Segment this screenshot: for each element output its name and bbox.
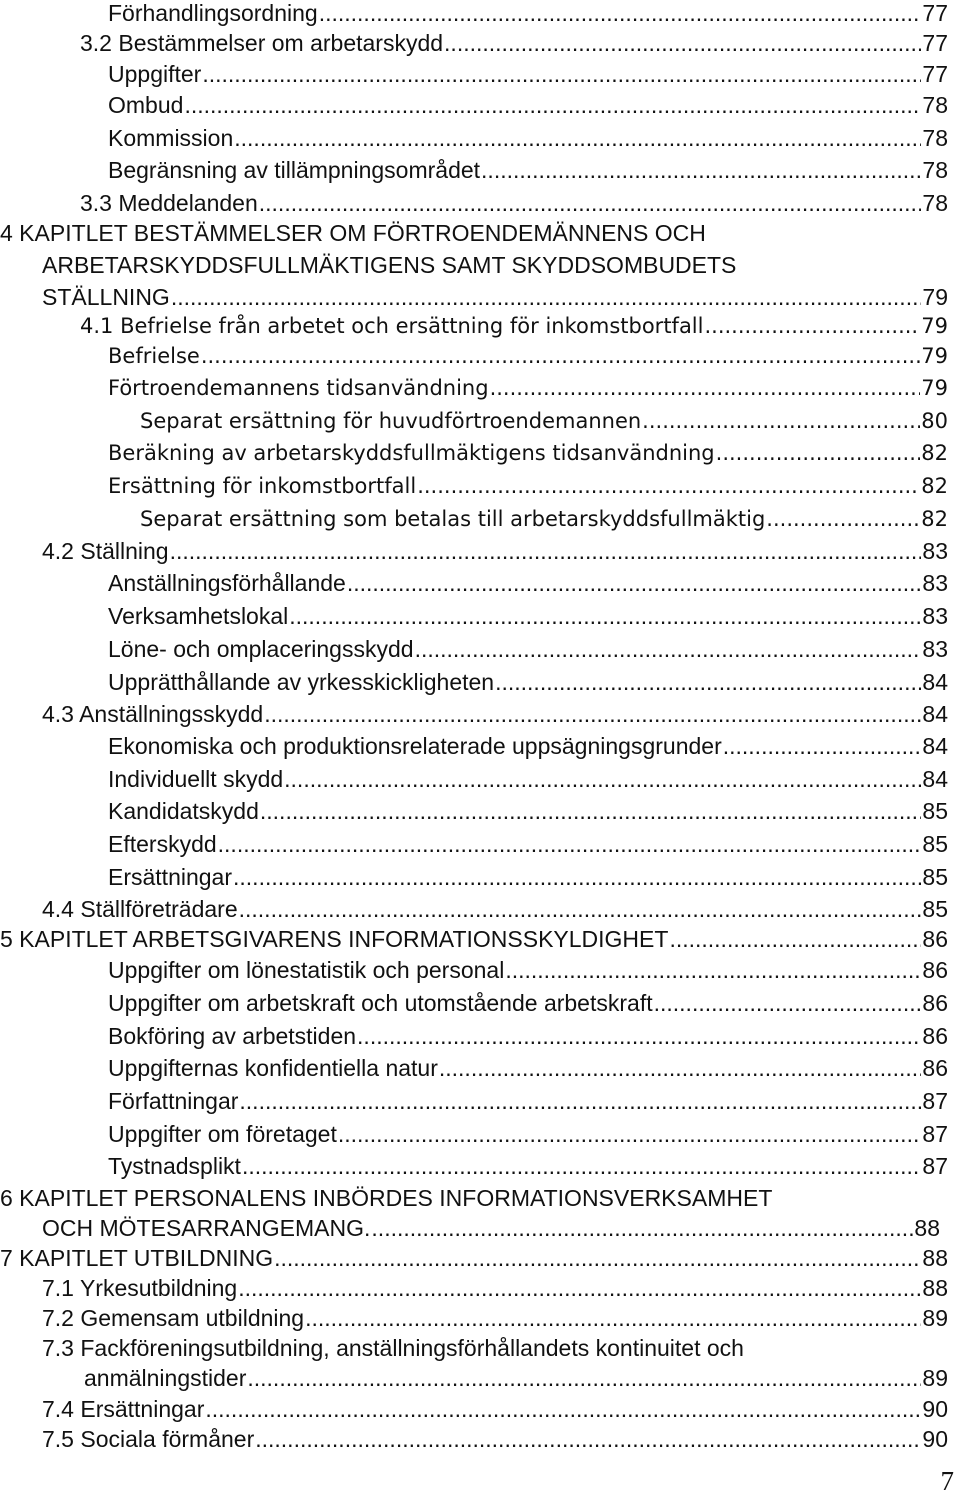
dot-leader [184, 92, 921, 119]
toc-entry-title: Ersättning för inkomstbortfall [108, 474, 417, 498]
toc-entry-page: 78 [922, 125, 948, 151]
toc-entry[interactable] [108, 570, 948, 597]
toc-entry-title: 4.1 Befrielse från arbetet och ersättning för inkomstbortfall [80, 314, 704, 338]
toc-entry-title: anmälningstider [84, 1365, 247, 1391]
toc-entry[interactable] [42, 1426, 948, 1453]
toc-entry-page: 78 [922, 92, 948, 118]
toc-entry[interactable] [80, 314, 948, 338]
toc-entry[interactable] [108, 990, 948, 1017]
toc-entry-title: 4.4 Ställföreträdare [42, 896, 238, 922]
toc-entry[interactable] [108, 1121, 948, 1148]
toc-entry-title: Efterskydd [108, 831, 217, 857]
toc-entry-title: Befrielse [108, 344, 200, 368]
toc-entry-title: OCH MÖTESARRANGEMANG. [42, 1215, 371, 1241]
toc-entry[interactable] [108, 1023, 948, 1050]
toc-heading-line: 6 KAPITLET PERSONALENS INBÖRDES INFORMATIONSVERKSAMHET [0, 1185, 773, 1211]
toc-entry-page: 84 [922, 669, 948, 695]
toc-entry-title: STÄLLNING [42, 284, 170, 310]
dot-leader [284, 766, 921, 793]
toc-entry-page: 77 [922, 0, 948, 26]
toc-entry-page: 90 [922, 1396, 948, 1422]
toc-entry[interactable] [84, 1365, 948, 1392]
dot-leader [218, 831, 922, 858]
toc-entry-title: 4.3 Anställningsskydd [42, 701, 264, 727]
toc-entry-title: Uppgifter [108, 61, 202, 87]
dot-leader [669, 926, 921, 953]
toc-entry[interactable] [108, 957, 948, 984]
toc-entry[interactable] [0, 926, 948, 953]
dot-leader [255, 1426, 921, 1453]
toc-entry-page: 85 [922, 798, 948, 824]
toc-heading-line: 7.3 Fackföreningsutbildning, anställningsförhållandets kontinuitet och [42, 1335, 744, 1361]
dot-leader [338, 1121, 922, 1148]
dot-leader [481, 157, 921, 184]
toc-entry-page: 90 [922, 1426, 948, 1452]
toc-entry-title: Uppgifter om företaget [108, 1121, 337, 1147]
toc-entry[interactable] [108, 766, 948, 793]
dot-leader [171, 284, 922, 311]
toc-entry[interactable] [108, 92, 948, 119]
dot-leader [415, 636, 922, 663]
toc-entry-page: 87 [922, 1153, 948, 1179]
toc-entry-page: 85 [922, 864, 948, 890]
dot-leader [704, 314, 920, 338]
dot-leader [319, 0, 922, 27]
dot-leader [205, 1396, 921, 1423]
toc-entry-title: Ersättningar [108, 864, 233, 890]
toc-entry[interactable] [108, 441, 948, 465]
toc-entry-title: 7 KAPITLET UTBILDNING [0, 1245, 274, 1271]
toc-entry[interactable] [42, 701, 948, 728]
toc-entry-page: 77 [922, 30, 948, 56]
toc-heading-line: 4 KAPITLET BESTÄMMELSER OM FÖRTROENDEMÄNNENS OCH [0, 220, 706, 246]
toc-entry[interactable] [42, 1305, 948, 1332]
dot-leader [247, 1365, 921, 1392]
toc-entry-page: 84 [922, 701, 948, 727]
toc-entry-title: Beräkning av arbetarskyddsfullmäktigens tidsanvändning [108, 441, 715, 465]
toc-entry-page: 79 [922, 284, 948, 310]
toc-entry-page: 88 [914, 1215, 940, 1241]
toc-entry-page: 87 [922, 1088, 948, 1114]
toc-entry-title: Separat ersättning som betalas till arbetarskyddsfullmäktig [140, 507, 766, 531]
toc-entry-page: 79 [921, 376, 948, 400]
toc-entry-page: 84 [922, 733, 948, 759]
toc-entry-title: Bokföring av arbetstiden [108, 1023, 357, 1049]
dot-leader [289, 603, 921, 630]
toc-entry-page: 77 [922, 61, 948, 87]
toc-entry-title: Individuellt skydd [108, 766, 284, 792]
toc-entry-title: Uppgifter om lönestatistik och personal [108, 957, 505, 983]
toc-entry-page: 88 [922, 1245, 948, 1271]
toc-entry-page: 82 [921, 441, 948, 465]
dot-leader [201, 344, 920, 368]
toc-entry-page: 83 [922, 603, 948, 629]
toc-entry[interactable] [140, 507, 948, 531]
toc-entry[interactable] [108, 669, 948, 696]
toc-entry[interactable] [108, 603, 948, 630]
dot-leader [274, 1245, 921, 1272]
dot-leader [642, 409, 920, 433]
toc-entry[interactable] [108, 1153, 948, 1180]
toc-entry-page: 83 [922, 570, 948, 596]
toc-entry-page: 87 [922, 1121, 948, 1147]
toc-entry[interactable] [80, 190, 948, 217]
toc-entry[interactable] [42, 1275, 948, 1302]
toc-entry[interactable] [108, 831, 948, 858]
toc-entry-title: Separat ersättning för huvudförtroendemannen [140, 409, 642, 433]
toc-entry-page: 86 [922, 990, 948, 1016]
dot-leader [444, 30, 921, 57]
dot-leader [234, 125, 921, 152]
toc-entry-page: 80 [921, 409, 948, 433]
toc-entry-page: 89 [922, 1365, 948, 1391]
toc-entry-title: Författningar [108, 1088, 239, 1114]
toc-entry-page: 86 [922, 1023, 948, 1049]
toc-entry[interactable] [0, 1245, 948, 1272]
dot-leader [495, 669, 921, 696]
toc-entry-title: Förhandlingsordning [108, 0, 318, 26]
dot-leader [654, 990, 922, 1017]
toc-entry-title: Tystnadsplikt [108, 1153, 241, 1179]
toc-entry-title: Begränsning av tillämpningsområdet [108, 157, 481, 183]
toc-entry-page: 86 [922, 926, 948, 952]
toc-entry-title: Upprätthållande av yrkesskickligheten [108, 669, 495, 695]
dot-leader [242, 1153, 921, 1180]
toc-entry-page: 88 [922, 1275, 948, 1301]
toc-entry-page: 83 [922, 538, 948, 564]
toc-entry-page: 86 [922, 1055, 948, 1081]
dot-leader [259, 190, 922, 217]
toc-entry[interactable] [108, 0, 948, 27]
toc-entry[interactable] [108, 376, 948, 400]
toc-entry-title: Uppgifter om arbetskraft och utomstående arbetskraft [108, 990, 653, 1016]
dot-leader [357, 1023, 921, 1050]
toc-entry-title: 3.3 Meddelanden [80, 190, 258, 216]
dot-leader [305, 1305, 921, 1332]
toc-entry[interactable] [108, 636, 948, 663]
toc-entry[interactable] [108, 125, 948, 152]
toc-entry-page: 83 [922, 636, 948, 662]
toc-entry-title: 7.4 Ersättningar [42, 1396, 205, 1422]
dot-leader [260, 798, 922, 825]
toc-entry[interactable] [108, 1088, 948, 1115]
toc-entry-title: Förtroendemannens tidsanvändning [108, 376, 489, 400]
toc-entry-page: 89 [922, 1305, 948, 1331]
dot-leader [202, 61, 921, 88]
toc-entry[interactable] [42, 538, 948, 565]
dot-leader [371, 1215, 913, 1242]
toc-entry-title: Verksamhetslokal [108, 603, 289, 629]
dot-leader [347, 570, 922, 597]
page-number: 7 [940, 1466, 954, 1496]
dot-leader [766, 507, 920, 531]
toc-entry[interactable] [80, 30, 948, 57]
toc-entry[interactable] [42, 1215, 940, 1242]
toc-entry-page: 85 [922, 896, 948, 922]
toc-heading-line: ARBETARSKYDDSFULLMÄKTIGENS SAMT SKYDDSOMBUDETS [42, 252, 737, 278]
toc-entry-title: 5 KAPITLET ARBETSGIVARENS INFORMATIONSSKYLDIGHET [0, 926, 669, 952]
dot-leader [238, 1275, 921, 1302]
dot-leader [723, 733, 922, 760]
toc-entry-title: Ekonomiska och produktionsrelaterade uppsägningsgrunder [108, 733, 722, 759]
toc-entry[interactable] [108, 61, 948, 88]
toc-entry-page: 79 [921, 344, 948, 368]
toc-entry[interactable] [42, 1396, 948, 1423]
toc-entry-title: Löne- och omplaceringsskydd [108, 636, 414, 662]
dot-leader [490, 376, 921, 400]
dot-leader [439, 1055, 922, 1082]
dot-leader [233, 864, 921, 891]
toc-entry[interactable] [108, 474, 948, 498]
toc-entry-page: 86 [922, 957, 948, 983]
toc-entry[interactable] [108, 864, 948, 891]
toc-entry-title: Kommission [108, 125, 234, 151]
toc-entry-title: Kandidatskydd [108, 798, 259, 824]
toc-entry[interactable] [108, 1055, 948, 1082]
toc-entry-title: 4.2 Ställning [42, 538, 169, 564]
toc-entry-page: 82 [921, 507, 948, 531]
toc-entry-title: 3.2 Bestämmelser om arbetarskydd [80, 30, 444, 56]
toc-entry-page: 78 [922, 157, 948, 183]
dot-leader [239, 896, 922, 923]
dot-leader [417, 474, 920, 498]
toc-entry-page: 78 [922, 190, 948, 216]
toc-entry[interactable] [108, 157, 948, 184]
toc-entry-page: 79 [921, 314, 948, 338]
dot-leader [239, 1088, 921, 1115]
toc-entry-title: 7.2 Gemensam utbildning [42, 1305, 305, 1331]
toc-entry-title: Uppgifternas konfidentiella natur [108, 1055, 438, 1081]
toc-entry-title: Anställningsförhållande [108, 570, 346, 596]
toc-entry[interactable] [140, 409, 948, 433]
dot-leader [170, 538, 922, 565]
dot-leader [264, 701, 921, 728]
toc-entry[interactable] [108, 798, 948, 825]
toc-entry-title: 7.5 Sociala förmåner [42, 1426, 255, 1452]
toc-entry[interactable] [108, 733, 948, 760]
toc-entry-title: Ombud [108, 92, 184, 118]
dot-leader [716, 441, 921, 465]
toc-entry-page: 85 [922, 831, 948, 857]
toc-entry-title: 7.1 Yrkesutbildning [42, 1275, 238, 1301]
toc-entry[interactable] [42, 896, 948, 923]
toc-entry[interactable] [108, 344, 948, 368]
dot-leader [505, 957, 921, 984]
toc-entry-page: 82 [921, 474, 948, 498]
toc-entry-page: 84 [922, 766, 948, 792]
toc-entry[interactable] [42, 284, 948, 311]
